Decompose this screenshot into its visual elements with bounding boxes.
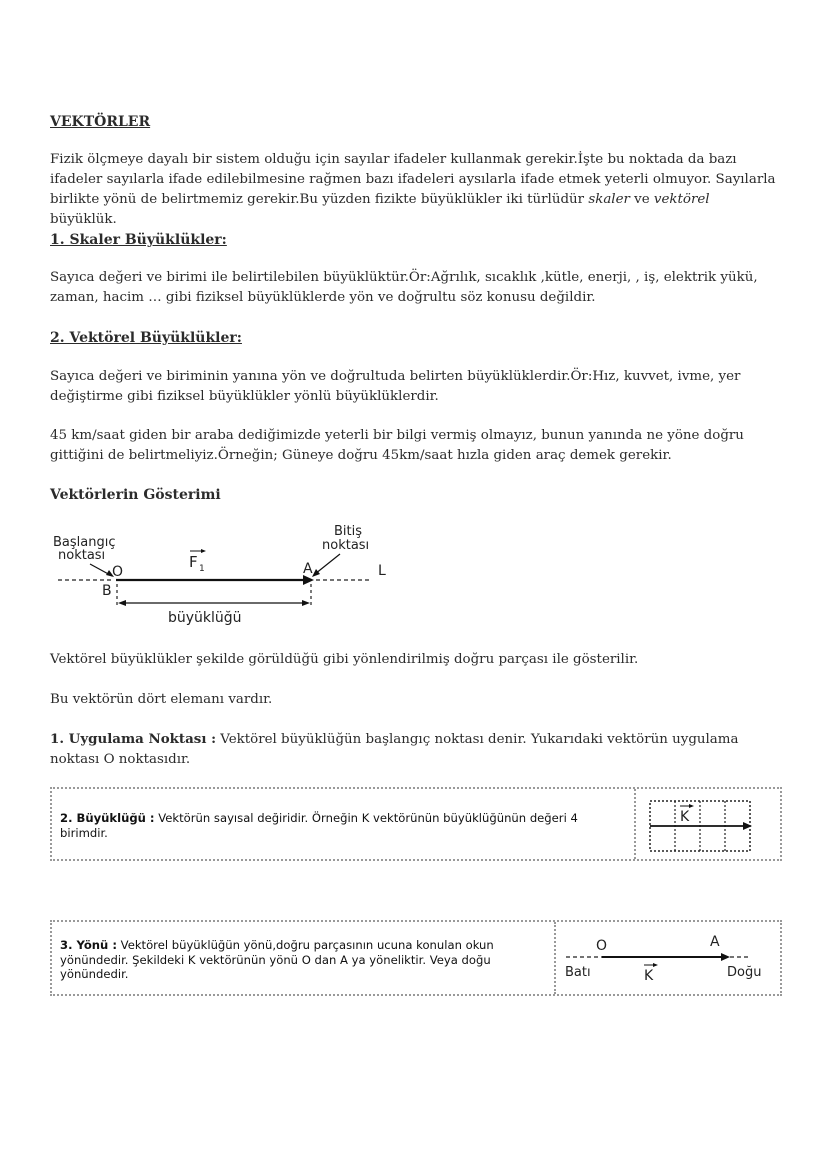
end-label-1: Bitiş	[334, 524, 363, 539]
intro-ve: ve	[629, 192, 654, 207]
box-2-divider	[554, 922, 556, 994]
element-1-text: Vektörel büyüklüğün başlangıç noktası denir. Yukarıdaki vektörün uygulama noktası O noktasıdır.	[50, 732, 739, 767]
vector-subscript: 1	[199, 564, 205, 574]
box-1-divider	[634, 789, 636, 859]
magnitude-grid-figure	[648, 797, 758, 855]
element-3	[60, 938, 510, 982]
section1-text: Sayıca değeri ve birimi ile belirtilebilen büyüklüktür.Ör:Ağrılık, sıcaklık ,kütle, enerji, , iş, elektrik yükü, zaman, hacim … gibi fiziksel büyüklüklerde yön ve doğrultu söz konusu değildir.	[50, 270, 758, 305]
point-a: A	[303, 561, 313, 577]
vector-symbol-arrowhead	[201, 549, 206, 553]
element-2-box	[50, 787, 782, 861]
element-1-label: 1. Uygulama Noktası :	[50, 731, 217, 747]
direction-figure	[564, 932, 774, 988]
intro-vektorel: vektörel	[653, 192, 710, 207]
point-o: O	[112, 564, 124, 580]
west-label: Batı	[565, 965, 591, 980]
magnitude-label: büyüklüğü	[168, 610, 242, 626]
k-symbol: K	[680, 809, 690, 825]
point-l: L	[378, 563, 386, 579]
element-2-text: Vektörün sayısal değiridir. Örneğin K vektörünün büyüklüğünün değeri 4 birimdir.	[60, 811, 578, 840]
magnitude-left-arrowhead	[118, 600, 126, 606]
element-3-box	[50, 920, 782, 996]
point-b: B	[102, 583, 112, 599]
section2-text-1: Sayıca değeri ve biriminin yanına yön ve doğrultuda belirten büyüklüklerdir.Ör:Hız, kuvvet, ivme, yer değiştirme gibi fiziksel büyüklükler yönlü büyüklüklerdir.	[50, 369, 741, 404]
page-title: VEKTÖRLER	[50, 114, 151, 130]
element-3-label: 3. Yönü :	[60, 938, 117, 952]
direction-point-o: O	[596, 938, 608, 954]
section2-text-2: 45 km/saat giden bir araba dediğimizde yeterli bir bilgi vermiş olmayız, bunun yanında ne yöne doğru gittiğini de belirtmeliyiz.Örneğin; Güneye doğru 45km/saat hızla giden araç demek gerekir.	[50, 428, 744, 463]
start-label-2: noktası	[58, 548, 106, 563]
element-2-label: 2. Büyüklüğü :	[60, 811, 155, 825]
direction-k-symbol: K	[644, 968, 654, 984]
intro-text-1: Fizik ölçmeye dayalı bir sistem olduğu için sayılar ifadeler kullanmak gerekir.İşte bu noktada da bazı ifadeler sayılarla ifade edilebilmesine rağmen bazı ifadeleri aysılarla ifade etmek yeterli olmuyor. Sayılarla birlikte yönü de belirtmemiz gerekir.Bu yüzden fizikte büyüklükler iki türlüdür	[50, 152, 776, 207]
section2-heading: 2. Vektörel Büyüklükler:	[50, 330, 242, 346]
k-symbol-arrowhead	[689, 804, 694, 808]
intro-skaler: skaler	[588, 192, 630, 207]
end-pointer	[315, 554, 340, 574]
intro-text-2: büyüklük.	[50, 212, 117, 227]
section1-heading: 1. Skaler Büyüklükler:	[50, 232, 227, 248]
representation-text-2: Bu vektörün dört elemanı vardır.	[50, 692, 273, 707]
representation-heading: Vektörlerin Gösterimi	[50, 487, 221, 503]
magnitude-right-arrowhead	[302, 600, 310, 606]
vector-symbol: F	[189, 553, 198, 571]
element-3-text: Vektörel büyüklüğün yönü,doğru parçasının ucuna konulan okun yönündedir. Şekildeki K vektörünün yönü O dan A ya yöneliktir. Veya doğu yönündedir.	[60, 938, 494, 981]
direction-point-a: A	[710, 934, 720, 950]
direction-k-arrowhead	[653, 963, 658, 967]
element-2	[60, 811, 600, 840]
end-label-2: noktası	[322, 538, 370, 553]
intro-paragraph	[50, 150, 780, 230]
element-1	[50, 729, 780, 770]
direction-vector-arrowhead	[721, 953, 730, 961]
start-label-1: Başlangıç	[53, 535, 116, 550]
representation-text-1: Vektörel büyüklükler şekilde görüldüğü gibi yönlendirilmiş doğru parçası ile gösterilir.	[50, 652, 639, 667]
k-vector-arrowhead	[743, 822, 752, 830]
east-label: Doğu	[727, 965, 762, 980]
vector-diagram	[50, 518, 400, 630]
